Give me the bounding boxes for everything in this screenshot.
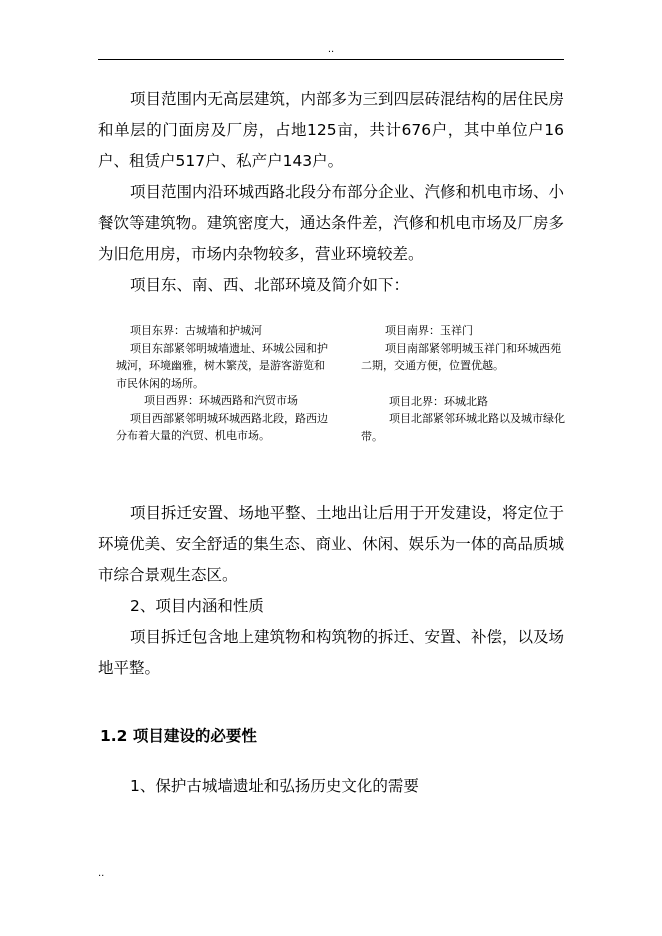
paragraph-positioning: 项目拆迁安置、场地平整、土地出让后用于开发建设，将定位于环境优美、安全舒适的集生态、商业、休闲、娱乐为一体的高品质城市综合景观生态区。 (98, 504, 565, 584)
west-boundary-title: 项目西界：环城西路和汽贸市场 (144, 394, 298, 407)
section-heading: 1.2 项目建设的必要性 (100, 727, 257, 745)
north-boundary-text: 项目北部紧邻环城北路以及城市绿化带。 (361, 412, 565, 443)
header-rule (98, 59, 564, 60)
paragraph-scope: 项目拆迁包含地上建筑物和构筑物的拆迁、安置、补偿，以及场地平整。 (98, 628, 565, 677)
top-text-block (98, 84, 564, 301)
north-boundary-title: 项目北界：环城北路 (389, 394, 488, 408)
boundary-column-left (116, 322, 330, 445)
east-boundary-text: 项目东部紧邻明城墙遗址、环城公园和护城河，环境幽雅，树木繁茂，是游客游览和市民休闲的场所。 (116, 341, 328, 390)
west-boundary-text: 项目西部紧邻明城环城西路北段，路西边分布着大量的汽贸、机电市场。 (116, 411, 328, 442)
necessity-item-1: 1、保护古城墙遗址和弘扬历史文化的需要 (130, 777, 419, 795)
subsection-title-scope: 2、项目内涵和性质 (130, 597, 264, 615)
east-boundary-title: 项目东界：古城墙和护城河 (130, 324, 262, 337)
paragraph-enterprises: 项目范围内沿环城西路北段分布部分企业、汽修和机电市场、小餐饮等建筑物。建筑密度大，通达条件差，汽修和机电市场及厂房多为旧危用房，市场内杂物较多，营业环境较差。 (98, 183, 565, 263)
paragraph-composition: 项目范围内无高层建筑，内部多为三到四层砖混结构的居住民房和单层的门面房及厂房，占地125亩，共计676户，其中单位户16户、租赁户517户、私产户143户。 (98, 90, 565, 170)
page-header-mark: .. (327, 44, 335, 55)
boundary-column-right (361, 322, 571, 445)
paragraph-surroundings-intro: 项目东、南、西、北部环境及简介如下： (130, 276, 410, 294)
south-boundary-text: 项目南部紧邻明城玉祥门和环城西苑二期，交通方便，位置优越。 (361, 341, 561, 372)
boundary-descriptions (116, 322, 572, 456)
south-boundary-title: 项目南界：玉祥门 (385, 324, 473, 337)
bottom-text-block (98, 498, 564, 684)
page-footer-mark: .. (98, 868, 105, 879)
